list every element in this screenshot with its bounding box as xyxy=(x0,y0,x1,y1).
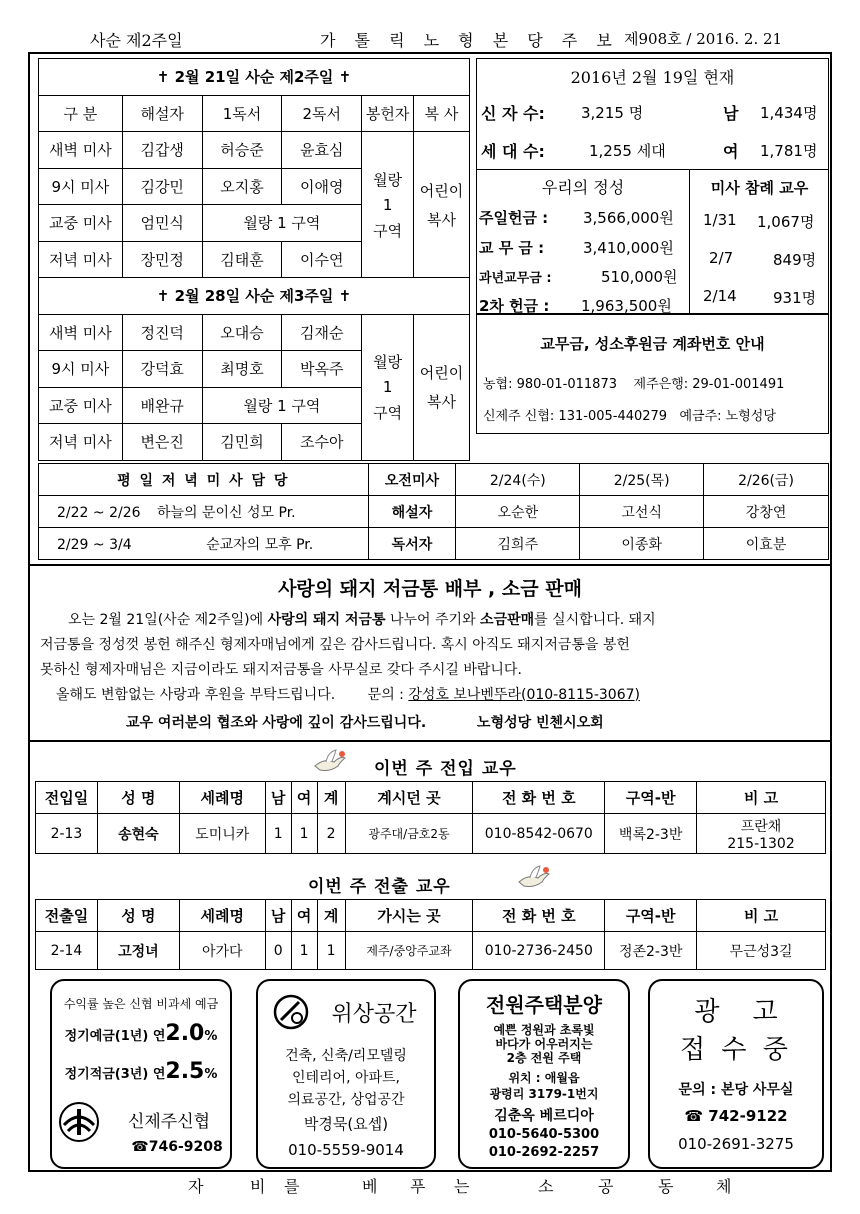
commentator: 엄민식 xyxy=(122,205,202,242)
table-row xyxy=(39,132,470,169)
reader1: 오대승 xyxy=(202,314,282,351)
ad-house xyxy=(458,979,630,1169)
cell: 광주대/금호2동 xyxy=(345,814,473,854)
reader2: 윤효심 xyxy=(282,132,362,169)
account-line: 농협: 980-01-011873 제주은행: 29-01-001491 xyxy=(483,377,785,392)
motto-char: 는 xyxy=(454,1177,470,1196)
reader2: 박옥주 xyxy=(282,351,362,388)
ad-line: 바다가 어우러지는 xyxy=(495,1037,593,1051)
attendance-date: 2/7 xyxy=(709,249,734,267)
motto-char: 공 xyxy=(598,1177,614,1196)
ad-phone: 010-5640-5300 xyxy=(488,1127,600,1142)
reader: 김희주 xyxy=(456,528,580,560)
ad-title: 광 고 xyxy=(694,997,778,1027)
account-info xyxy=(476,314,829,434)
reader1: 오지홍 xyxy=(202,168,282,205)
reader2: 김재순 xyxy=(282,314,362,351)
prayer-group: 하늘의 문이신 성모 Pr. xyxy=(156,504,296,521)
header-week: 사순 제2주일 xyxy=(90,31,183,50)
motto-char: 를 xyxy=(284,1177,300,1196)
mass-time: 교중 미사 xyxy=(39,387,123,424)
cell: 백록2-3반 xyxy=(605,814,697,854)
server-line: 어린이 xyxy=(419,364,464,382)
commentator: 배완규 xyxy=(122,387,202,424)
signature: 노형성당 빈첸시오회 xyxy=(477,715,604,731)
stats-date: 2016년 2월 19일 현재 xyxy=(570,68,735,87)
account-title: 교무금, 성소후원금 계좌번호 안내 xyxy=(540,335,765,353)
evening-head: 평 일 저 녁 미 사 담 당 xyxy=(39,464,369,496)
notice-text: 를 실시합니다. 돼지 xyxy=(534,612,656,628)
week2-title: ✝ 2월 28일 사순 제3주일 ✝ xyxy=(39,278,470,315)
notice-section xyxy=(30,564,830,742)
server-line: 어린이 xyxy=(419,181,464,200)
col-header: 구역-반 xyxy=(605,900,697,932)
notice-text: 오는 2월 21일(사순 제2주일)에 xyxy=(68,612,268,628)
notice-text: 못하신 형제자매님은 지금이라도 돼지저금통을 사무실로 갖다 주시길 바랍니다. xyxy=(40,662,522,678)
mass-time: 9시 미사 xyxy=(39,168,123,205)
cell: 2-13 xyxy=(36,814,98,854)
col-header: 남 xyxy=(265,782,291,814)
motto-char: 자 xyxy=(188,1177,204,1196)
col-header: 가시는 곳 xyxy=(345,900,473,932)
male-count: 1,434명 xyxy=(760,104,818,122)
bulletin-header xyxy=(28,26,832,52)
cell: 010-8542-0670 xyxy=(473,814,605,854)
ad-line: 위치 : 애월읍 xyxy=(508,1071,580,1085)
households-count: 1,255 세대 xyxy=(589,142,666,160)
ad-title: 접 수 중 xyxy=(680,1035,792,1065)
mass-time: 새벽 미사 xyxy=(39,314,123,351)
offering-line: 구역 xyxy=(373,221,403,240)
offering-value: 3,410,000원 xyxy=(583,239,674,257)
ad-line: 광령리 3179-1번지 xyxy=(489,1087,599,1101)
notice-footer xyxy=(126,711,860,735)
commentator-label: 해설자 xyxy=(368,496,456,528)
commentator: 오순한 xyxy=(456,496,580,528)
col-header: 복 사 xyxy=(414,95,470,132)
note-cell xyxy=(697,814,826,854)
notice-text: 사랑의 돼지 저금통 xyxy=(267,612,386,628)
rate-unit: % xyxy=(204,1029,218,1044)
ad-wisang xyxy=(256,979,436,1169)
dove-icon xyxy=(312,748,348,774)
cell: 고정녀 xyxy=(97,932,179,970)
motto-char: 소 xyxy=(538,1177,554,1196)
weekday-mass-table xyxy=(38,463,829,560)
rate-label: 정기적금(3년) 연 xyxy=(64,1067,166,1082)
reader1: 허승준 xyxy=(202,132,282,169)
move-out-table xyxy=(35,899,826,970)
account-line: 신제주 신협: 131-005-440279 예금주: 노형성당 xyxy=(483,409,776,424)
notice-paragraph xyxy=(54,608,814,632)
female-label: 여 xyxy=(723,142,739,161)
note-line: 프란채 xyxy=(740,818,782,835)
rate-label: 정기예금(1년) 연 xyxy=(64,1029,166,1044)
reader1: 최명호 xyxy=(202,351,282,388)
cell: 1 xyxy=(291,932,317,970)
offering-line: 월랑 xyxy=(373,353,403,371)
motto-char: 비 xyxy=(250,1177,266,1196)
cell: 아가다 xyxy=(179,932,265,970)
believers-count: 3,215 명 xyxy=(581,104,644,122)
notice-text: 저금통을 정성껏 봉헌 해주신 형제자매님에게 깊은 감사드립니다. 혹시 아직도 돼지저금통을 봉헌 xyxy=(40,637,630,653)
offering-cell xyxy=(362,314,414,460)
commentator: 변은진 xyxy=(122,424,202,461)
parish-stats xyxy=(476,58,829,314)
col-header: 성 명 xyxy=(97,782,179,814)
col-header: 해설자 xyxy=(122,95,202,132)
server-line: 복사 xyxy=(427,393,457,411)
reader1: 김민희 xyxy=(202,424,282,461)
female-count: 1,781명 xyxy=(760,142,818,160)
mass-time: 교중 미사 xyxy=(39,205,123,242)
col-header: 비 고 xyxy=(697,900,826,932)
commentator: 강덕효 xyxy=(122,351,202,388)
col-header: 2독서 xyxy=(282,95,362,132)
cell: 도미니카 xyxy=(179,814,265,854)
col-header: 성 명 xyxy=(97,900,179,932)
male-label: 남 xyxy=(723,104,739,123)
mass-time: 저녁 미사 xyxy=(39,241,123,278)
ad-phone: ☎ 742-9122 xyxy=(684,1107,788,1125)
col-header: 1독서 xyxy=(202,95,282,132)
rate-value: 2.5 xyxy=(165,1059,205,1084)
notice-text: 올해도 변함없는 사랑과 후원을 부탁드립니다. xyxy=(56,687,336,703)
ad-space xyxy=(648,979,824,1169)
cell: 1 xyxy=(317,932,345,970)
col-header: 세례명 xyxy=(179,900,265,932)
prayer-group: 순교자의 모후 Pr. xyxy=(206,536,314,553)
attendance-date: 2/14 xyxy=(703,287,737,305)
attendance-date: 1/31 xyxy=(703,211,737,229)
week1-title: ✝ 2월 21일 사순 제2주일 ✝ xyxy=(39,59,470,96)
believers-label: 신 자 수: xyxy=(481,104,545,123)
table-row xyxy=(36,932,826,970)
cell: 송현숙 xyxy=(97,814,179,854)
col-header: 계 xyxy=(317,900,345,932)
col-header: 여 xyxy=(291,900,317,932)
mass-date: 2/25(목) xyxy=(580,464,704,496)
col-header: 비 고 xyxy=(697,782,826,814)
mass-date: 2/24(수) xyxy=(456,464,580,496)
header-title: 가 톨 릭 노 형 본 당 주 보 xyxy=(320,31,619,50)
ad-rate-line xyxy=(52,1021,230,1046)
cell: 0 xyxy=(265,932,291,970)
reader-label: 독서자 xyxy=(368,528,456,560)
commentator: 정진덕 xyxy=(122,314,202,351)
notice-text: 소금판매 xyxy=(480,612,535,628)
morning-label: 오전미사 xyxy=(368,464,456,496)
contact-info: 강성호 보나벤뚜라(010-8115-3067) xyxy=(408,687,640,703)
col-header: 구 분 xyxy=(39,95,123,132)
ad-name: 위상공간 xyxy=(331,1002,417,1027)
col-header: 계 xyxy=(317,782,345,814)
move-out-title: 이번 주 전출 교우 xyxy=(308,877,451,897)
reader: 이종화 xyxy=(580,528,704,560)
attendance-count: 931명 xyxy=(773,289,817,307)
table-row xyxy=(39,314,470,351)
commentator: 김갑생 xyxy=(122,132,202,169)
reader2: 이애영 xyxy=(282,168,362,205)
motto-char: 체 xyxy=(716,1177,732,1196)
reader2: 조수아 xyxy=(282,424,362,461)
reader2: 이수연 xyxy=(282,241,362,278)
notice-text: 나누어 주기와 xyxy=(385,612,481,628)
col-header: 전 화 번 호 xyxy=(473,782,605,814)
date-range: 2/22 ~ 2/26 xyxy=(57,504,141,521)
readers-merged: 월랑 1 구역 xyxy=(202,387,362,424)
reader: 이효분 xyxy=(704,528,829,560)
offering-label: 교 무 금 : xyxy=(479,239,545,257)
ad-line: 김춘옥 베르디아 xyxy=(494,1108,594,1124)
readers-merged: 월랑 1 구역 xyxy=(202,205,362,242)
col-header: 계시던 곳 xyxy=(345,782,473,814)
offering-line: 1 xyxy=(382,195,393,214)
ad-phone: ☎746-9208 xyxy=(131,1139,223,1155)
server-cell xyxy=(414,132,470,278)
commentator: 고선식 xyxy=(580,496,704,528)
ad-phone: 010-2691-3275 xyxy=(678,1135,794,1153)
offering-line: 월랑 xyxy=(373,170,403,189)
ad-shinhyup xyxy=(50,979,232,1169)
ad-owner: 박경묵(요셉) xyxy=(303,1115,389,1133)
rate-value: 2.0 xyxy=(165,1021,205,1046)
ad-line: 인테리어, 아파트, xyxy=(291,1070,401,1086)
server-line: 복사 xyxy=(427,210,457,229)
motto-char: 푸 xyxy=(410,1177,426,1196)
bulletin-frame xyxy=(28,52,832,1172)
ad-rate-line xyxy=(52,1059,230,1084)
evening-row xyxy=(39,528,369,560)
evening-row xyxy=(39,496,369,528)
ad-contact: 문의 : 본당 사무실 xyxy=(678,1082,794,1098)
motto-char: 동 xyxy=(658,1177,674,1196)
offering-line: 구역 xyxy=(373,404,403,422)
attendance-count: 849명 xyxy=(773,251,817,269)
col-header: 남 xyxy=(265,900,291,932)
attendance-count: 1,067명 xyxy=(757,213,815,231)
offering-value: 1,963,500원 xyxy=(581,297,672,315)
ad-title: 전원주택분양 xyxy=(486,993,602,1017)
server-cell xyxy=(414,314,470,460)
rate-unit: % xyxy=(204,1067,218,1082)
offering-label: 주일헌금 : xyxy=(479,209,549,227)
ad-phone: 010-2692-2257 xyxy=(488,1145,600,1160)
cell: 1 xyxy=(265,814,291,854)
commentator: 김강민 xyxy=(122,168,202,205)
offering-line: 1 xyxy=(382,378,393,396)
col-header: 세례명 xyxy=(179,782,265,814)
mass-time: 새벽 미사 xyxy=(39,132,123,169)
move-in-table xyxy=(35,781,826,854)
commentator: 장민정 xyxy=(122,241,202,278)
divider xyxy=(477,169,828,170)
ad-phone: 010-5559-9014 xyxy=(288,1141,404,1159)
liturgy-schedule-table xyxy=(38,58,470,461)
col-header: 전 화 번 호 xyxy=(473,900,605,932)
offering-label: 2차 헌금 : xyxy=(479,297,550,315)
col-header: 여 xyxy=(291,782,317,814)
ad-line: 2층 전원 주택 xyxy=(506,1051,582,1065)
commentator: 강창연 xyxy=(704,496,829,528)
notice-title: 사랑의 돼지 저금통 배부 , 소금 판매 xyxy=(278,578,582,600)
cell: 정존2-3반 xyxy=(605,932,697,970)
cell: 제주/중앙주교좌 xyxy=(345,932,473,970)
thanks-text: 교우 여러분의 협조와 사랑에 깊이 감사드립니다. xyxy=(126,715,427,731)
cell: 무근성3길 xyxy=(697,932,826,970)
offering-title: 우리의 정성 xyxy=(541,178,625,197)
mass-date: 2/26(금) xyxy=(704,464,829,496)
mass-time: 저녁 미사 xyxy=(39,424,123,461)
cell: 010-2736-2450 xyxy=(473,932,605,970)
cell: 2 xyxy=(317,814,345,854)
motto-char: 베 xyxy=(362,1177,378,1196)
ad-line: 건축, 신축/리모델링 xyxy=(285,1048,407,1064)
offering-label: 과년교무금 : xyxy=(479,271,552,286)
offering-value: 510,000원 xyxy=(601,268,678,286)
col-header: 봉헌자 xyxy=(362,95,414,132)
contact-label: 문의 : xyxy=(367,687,404,703)
offering-value: 3,566,000원 xyxy=(583,209,674,227)
households-label: 세 대 수: xyxy=(481,142,545,161)
ad-line: 예쁜 정원과 초록빛 xyxy=(493,1023,595,1037)
attendance-title: 미사 참례 교우 xyxy=(710,179,809,197)
cell: 2-14 xyxy=(36,932,98,970)
schedule-header-row xyxy=(39,95,470,132)
mass-time: 9시 미사 xyxy=(39,351,123,388)
note-line: 215-1302 xyxy=(727,835,795,852)
reader1: 김태훈 xyxy=(202,241,282,278)
dove-icon xyxy=(516,864,552,890)
col-header: 구역-반 xyxy=(605,782,697,814)
header-issue: 제908호 / 2016. 2. 21 xyxy=(624,30,783,48)
table-row xyxy=(36,814,826,854)
date-range: 2/29 ~ 3/4 xyxy=(57,536,132,553)
offering-cell xyxy=(362,132,414,278)
footer-motto xyxy=(28,1172,832,1200)
ad-tagline: 수익률 높은 신협 비과세 예금 xyxy=(63,997,219,1011)
move-in-title: 이번 주 전입 교우 xyxy=(374,759,517,779)
cell: 1 xyxy=(291,814,317,854)
col-header: 전출일 xyxy=(36,900,98,932)
col-header: 전입일 xyxy=(36,782,98,814)
ad-name: 신제주신협 xyxy=(127,1112,211,1132)
notice-paragraph xyxy=(56,683,816,707)
ad-line: 의료공간, 상업공간 xyxy=(287,1092,405,1108)
